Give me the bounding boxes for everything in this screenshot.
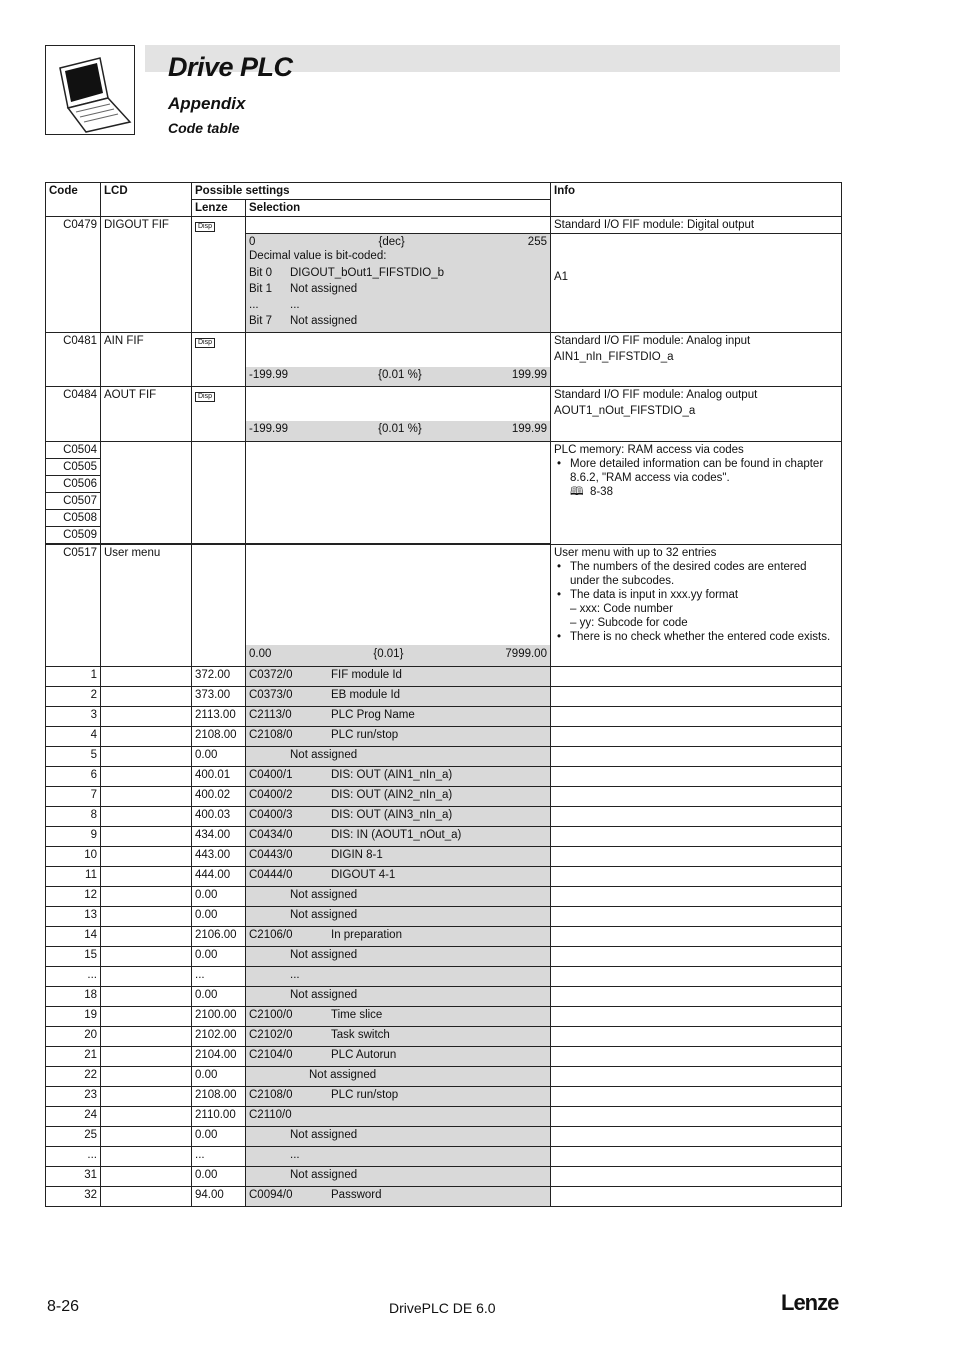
ref-code: C2108/0 — [249, 1089, 293, 1101]
code-cell: C0504 — [46, 442, 101, 459]
code-cell: C0479 — [46, 217, 101, 333]
bit-note: Decimal value is bit-coded: — [249, 250, 387, 262]
value-range — [246, 367, 550, 386]
lcd-cell: DIGOUT FIF — [101, 217, 192, 333]
lcd-cell — [101, 767, 192, 787]
info-cell — [551, 1087, 842, 1107]
lenze-cell: 0.00 — [192, 907, 246, 927]
subcode-cell: 23 — [46, 1087, 101, 1107]
ref-name: Not assigned — [290, 1169, 358, 1181]
lenze-cell: 2108.00 — [192, 1087, 246, 1107]
ref-name: PLC run/stop — [331, 729, 399, 741]
info-cell — [551, 867, 842, 887]
subcode-row — [46, 1067, 842, 1087]
subcode-row — [46, 987, 842, 1007]
selection-cell — [246, 887, 551, 907]
info-cell — [551, 1107, 842, 1127]
info-cell — [551, 907, 842, 927]
selection-cell — [246, 767, 551, 787]
table-row — [46, 387, 842, 442]
lcd-cell — [101, 1107, 192, 1127]
subcode-cell: 9 — [46, 827, 101, 847]
lcd-cell — [101, 987, 192, 1007]
selection-cell — [246, 807, 551, 827]
info-cell — [551, 827, 842, 847]
code-cell: C0507 — [46, 493, 101, 510]
range-min: -199.99 — [249, 423, 289, 435]
lenze-cell: 2108.00 — [192, 727, 246, 747]
selection-cell — [246, 1027, 551, 1047]
laptop-logo — [45, 45, 135, 135]
subcode-cell: 4 — [46, 727, 101, 747]
info-cell — [551, 687, 842, 707]
disp-badge: Disp — [195, 338, 215, 348]
ref-code: C0434/0 — [249, 829, 293, 841]
subcode-row — [46, 1087, 842, 1107]
lcd-cell — [101, 1047, 192, 1067]
lcd-cell — [101, 747, 192, 767]
info-cell — [551, 887, 842, 907]
document-id: DrivePLC DE 6.0 — [389, 1300, 496, 1316]
ref-code: C0094/0 — [249, 1189, 293, 1201]
info-cell: User menu with up to 32 entries • The numbers of the desired codes are entered under the subcodes. • The data is input in xxx.yy format – xxx: Code number – yy: Subcode for code • There is no check whether the entered code exists. — [551, 545, 842, 667]
bit-row: Bit 1 Not assigned — [249, 283, 358, 295]
ref-code: C2102/0 — [249, 1029, 293, 1041]
lcd-cell — [101, 1187, 192, 1207]
lcd-cell — [101, 947, 192, 967]
ref-name: ... — [290, 1149, 300, 1161]
ref-name: Not assigned — [290, 1129, 358, 1141]
lenze-cell: 0.00 — [192, 947, 246, 967]
info-cell — [551, 1067, 842, 1087]
ref-code: C0400/3 — [249, 809, 293, 821]
selection-cell — [246, 927, 551, 947]
selection-cell — [246, 907, 551, 927]
range-step: {0.01 %} — [378, 423, 422, 435]
table-row — [46, 545, 842, 667]
subcode-row — [46, 1047, 842, 1067]
section-title: Code table — [168, 120, 240, 136]
page-number: 8-26 — [47, 1298, 80, 1315]
range-step: {0.01 %} — [378, 369, 422, 381]
selection-cell — [246, 1087, 551, 1107]
lcd-cell — [101, 927, 192, 947]
subcode-cell: 25 — [46, 1127, 101, 1147]
lenze-cell: 2113.00 — [192, 707, 246, 727]
range-max: 199.99 — [511, 423, 547, 435]
info-cell — [551, 947, 842, 967]
ref-code: C0443/0 — [249, 849, 293, 861]
subcode-row — [46, 1007, 842, 1027]
ref-name: DIGOUT 4-1 — [331, 869, 396, 881]
lenze-cell: 0.00 — [192, 987, 246, 1007]
lenze-cell: 2102.00 — [192, 1027, 246, 1047]
lcd-cell — [101, 727, 192, 747]
lenze-cell: 0.00 — [192, 747, 246, 767]
laptop-icon — [46, 46, 134, 134]
book-icon: 🕮 — [570, 486, 584, 498]
selection-cell — [246, 667, 551, 687]
header-lcd: LCD — [101, 183, 192, 217]
range-step: {0.01} — [373, 648, 404, 660]
info-cell — [551, 1187, 842, 1207]
subcode-cell: 22 — [46, 1067, 101, 1087]
header-possible-settings: Possible settings — [192, 183, 551, 200]
ref-name: PLC Prog Name — [331, 709, 415, 721]
value-range — [246, 645, 550, 666]
lcd-cell — [101, 847, 192, 867]
subcode-row — [46, 847, 842, 867]
lenze-cell: 2100.00 — [192, 1007, 246, 1027]
ref-name: Not assigned — [290, 989, 358, 1001]
disp-badge: Disp — [195, 392, 215, 402]
range-max: 7999.00 — [505, 648, 547, 660]
info-cell — [551, 1027, 842, 1047]
range-min: -199.99 — [249, 369, 289, 381]
info-cell: Standard I/O FIF module: Analog input AIN1_nIn_FIFSTDIO_a — [551, 333, 842, 387]
ref-code: C2113/0 — [249, 709, 292, 721]
ref-name: Password — [331, 1189, 382, 1201]
range-step: {dec} — [378, 236, 405, 248]
subcode-cell: 5 — [46, 747, 101, 767]
lenze-cell: 2110.00 — [192, 1107, 246, 1127]
lenze-cell: ... — [192, 967, 246, 987]
ref-name: Time slice — [331, 1009, 383, 1021]
subcode-row — [46, 947, 842, 967]
lenze-cell: 373.00 — [192, 687, 246, 707]
lcd-cell — [101, 787, 192, 807]
selection-cell — [246, 1007, 551, 1027]
selection-cell — [246, 1147, 551, 1167]
info-cell — [551, 807, 842, 827]
ref-code: C0373/0 — [249, 689, 293, 701]
lcd-cell — [101, 442, 192, 544]
ref-name: FIF module Id — [331, 669, 402, 681]
selection-cell — [246, 545, 551, 667]
code-cell: C0484 — [46, 387, 101, 442]
ref-code: C2104/0 — [249, 1049, 293, 1061]
ref-code: C0372/0 — [249, 669, 293, 681]
subcode-cell: 32 — [46, 1187, 101, 1207]
bit-row: Bit 7 Not assigned — [249, 315, 358, 327]
ref-code: C0444/0 — [249, 869, 293, 881]
ref-name: Not assigned — [290, 749, 358, 761]
ref-code: C0400/1 — [249, 769, 293, 781]
lcd-cell — [101, 707, 192, 727]
selection-cell — [246, 1047, 551, 1067]
lenze-cell — [192, 387, 246, 442]
ref-code: C2106/0 — [249, 929, 293, 941]
lenze-cell: 2104.00 — [192, 1047, 246, 1067]
subcode-cell: ... — [46, 967, 101, 987]
value-range — [249, 235, 547, 249]
info-cell — [551, 1127, 842, 1147]
subcode-row — [46, 787, 842, 807]
subcode-row — [46, 727, 842, 747]
selection-cell — [246, 987, 551, 1007]
subcode-row — [46, 1107, 842, 1127]
subcode-row — [46, 667, 842, 687]
lcd-cell — [101, 1167, 192, 1187]
selection-cell — [246, 217, 551, 234]
subcode-row — [46, 1127, 842, 1147]
info-cell — [551, 767, 842, 787]
subcode-row — [46, 747, 842, 767]
subcode-cell: 31 — [46, 1167, 101, 1187]
subcode-cell: 11 — [46, 867, 101, 887]
header-row — [46, 183, 842, 200]
info-cell — [551, 927, 842, 947]
lenze-cell: 434.00 — [192, 827, 246, 847]
subcode-cell: 18 — [46, 987, 101, 1007]
lenze-cell — [192, 217, 246, 333]
subcode-cell: ... — [46, 1147, 101, 1167]
selection-cell — [246, 827, 551, 847]
info-cell — [551, 1147, 842, 1167]
selection-cell — [246, 333, 551, 387]
subcode-cell: 21 — [46, 1047, 101, 1067]
subcode-row — [46, 907, 842, 927]
lenze-cell: 94.00 — [192, 1187, 246, 1207]
selection-cell — [246, 967, 551, 987]
lenze-cell — [192, 545, 246, 667]
ref-name: EB module Id — [331, 689, 401, 701]
table-row — [46, 333, 842, 387]
selection-cell — [246, 867, 551, 887]
page-title: Drive PLC — [168, 52, 293, 82]
table-row — [46, 442, 842, 459]
lenze-cell — [192, 442, 246, 544]
ref-name: Not assigned — [290, 889, 358, 901]
code-table — [45, 182, 842, 1207]
page-subtitle: Appendix — [168, 94, 246, 113]
subcode-cell: 1 — [46, 667, 101, 687]
subcode-cell: 14 — [46, 927, 101, 947]
info-cell — [551, 1007, 842, 1027]
subcode-cell: 3 — [46, 707, 101, 727]
subcode-cell: 8 — [46, 807, 101, 827]
ref-name: DIS: OUT (AIN2_nIn_a) — [331, 789, 453, 801]
range-min: 0.00 — [249, 648, 272, 660]
code-cell: C0509 — [46, 527, 101, 544]
subcode-row — [46, 707, 842, 727]
ref-name: Not assigned — [290, 909, 358, 921]
subcode-cell: 12 — [46, 887, 101, 907]
bit-row: Bit 0 DIGOUT_bOut1_FIFSTDIO_b — [249, 267, 445, 279]
selection-cell — [246, 787, 551, 807]
lenze-cell: 0.00 — [192, 1167, 246, 1187]
lcd-cell: User menu — [101, 545, 192, 667]
subcode-cell: 20 — [46, 1027, 101, 1047]
ref-name: DIS: OUT (AIN1_nIn_a) — [331, 769, 453, 781]
ref-name: PLC run/stop — [331, 1089, 399, 1101]
ref-name: PLC Autorun — [331, 1049, 397, 1061]
bit-row: ... ... — [249, 299, 300, 311]
header-info: Info — [551, 183, 842, 217]
code-cell: C0508 — [46, 510, 101, 527]
subcode-cell: 15 — [46, 947, 101, 967]
lcd-cell — [101, 967, 192, 987]
lcd-cell — [101, 827, 192, 847]
header-selection: Selection — [246, 200, 551, 217]
subcode-row — [46, 1167, 842, 1187]
lcd-cell — [101, 867, 192, 887]
lcd-cell — [101, 1087, 192, 1107]
lenze-cell: 0.00 — [192, 887, 246, 907]
subcode-row — [46, 767, 842, 787]
lcd-cell: AOUT FIF — [101, 387, 192, 442]
info-cell — [551, 1047, 842, 1067]
info-cell: A1 — [551, 234, 842, 333]
subcode-row — [46, 1147, 842, 1167]
selection-cell — [246, 727, 551, 747]
info-cell: PLC memory: RAM access via codes • More detailed information can be found in chapter 8.6.2, "RAM access via codes". 🕮 8-38 — [551, 442, 842, 545]
subcode-row — [46, 827, 842, 847]
lenze-cell: 444.00 — [192, 867, 246, 887]
info-cell — [551, 1167, 842, 1187]
value-range — [246, 421, 550, 441]
subcode-row — [46, 807, 842, 827]
info-cell — [551, 787, 842, 807]
lenze-cell: 400.01 — [192, 767, 246, 787]
ref-name: Task switch — [331, 1029, 390, 1041]
ref-name: Not assigned — [290, 949, 358, 961]
range-max: 199.99 — [511, 369, 547, 381]
code-cell: C0517 — [46, 545, 101, 667]
info-cell: Standard I/O FIF module: Analog output AOUT1_nOut_FIFSTDIO_a — [551, 387, 842, 442]
header-code: Code — [46, 183, 101, 217]
selection-cell — [246, 1187, 551, 1207]
subcode-cell: 2 — [46, 687, 101, 707]
lcd-cell — [101, 907, 192, 927]
code-cell: C0481 — [46, 333, 101, 387]
info-cell — [551, 707, 842, 727]
selection-cell — [246, 1167, 551, 1187]
selection-cell — [246, 1067, 551, 1087]
subcode-row — [46, 967, 842, 987]
lcd-cell — [101, 887, 192, 907]
lcd-cell — [101, 1027, 192, 1047]
selection-cell — [246, 1127, 551, 1147]
range-min: 0 — [249, 236, 256, 248]
brand-logo: Lenze — [781, 1290, 839, 1315]
ref-code: C2100/0 — [249, 1009, 293, 1021]
lcd-cell — [101, 1067, 192, 1087]
lcd-cell: AIN FIF — [101, 333, 192, 387]
selection-cell — [246, 847, 551, 867]
ref-name: DIS: IN (AOUT1_nOut_a) — [331, 829, 462, 841]
selection-cell — [246, 1107, 551, 1127]
ref-code: C2108/0 — [249, 729, 293, 741]
subcode-row — [46, 1187, 842, 1207]
lcd-cell — [101, 1127, 192, 1147]
subcode-row — [46, 867, 842, 887]
lenze-cell: 400.02 — [192, 787, 246, 807]
ref-name: ... — [290, 969, 300, 981]
selection-cell — [246, 442, 551, 544]
lenze-cell: 443.00 — [192, 847, 246, 867]
lcd-cell — [101, 807, 192, 827]
ref-name: DIS: OUT (AIN3_nIn_a) — [331, 809, 453, 821]
info-cell — [551, 847, 842, 867]
ref-name: DIGIN 8-1 — [331, 849, 383, 861]
subcode-cell: 19 — [46, 1007, 101, 1027]
subcode-row — [46, 927, 842, 947]
range-max: 255 — [527, 236, 547, 248]
selection-cell — [246, 747, 551, 767]
subcode-row — [46, 887, 842, 907]
info-cell: Standard I/O FIF module: Digital output — [551, 217, 842, 234]
lcd-cell — [101, 1147, 192, 1167]
subcode-cell: 13 — [46, 907, 101, 927]
lenze-cell: 400.03 — [192, 807, 246, 827]
subcode-row — [46, 1027, 842, 1047]
ref-code: C0400/2 — [249, 789, 293, 801]
selection-cell — [246, 387, 551, 442]
selection-cell — [246, 687, 551, 707]
subcode-cell: 7 — [46, 787, 101, 807]
lenze-cell: 2106.00 — [192, 927, 246, 947]
selection-cell — [246, 707, 551, 727]
header-lenze: Lenze — [192, 200, 246, 217]
info-cell — [551, 667, 842, 687]
subcode-row — [46, 687, 842, 707]
table-row — [46, 217, 842, 234]
lcd-cell — [101, 1007, 192, 1027]
info-cell — [551, 967, 842, 987]
ref-code: C2110/0 — [249, 1109, 292, 1121]
lcd-cell — [101, 667, 192, 687]
lenze-cell: 0.00 — [192, 1127, 246, 1147]
selection-cell — [246, 234, 551, 333]
selection-cell — [246, 947, 551, 967]
lenze-cell — [192, 333, 246, 387]
disp-badge: Disp — [195, 222, 215, 232]
subcode-cell: 10 — [46, 847, 101, 867]
info-cell — [551, 747, 842, 767]
ref-name: In preparation — [331, 929, 402, 941]
info-cell — [551, 987, 842, 1007]
subcode-cell: 24 — [46, 1107, 101, 1127]
ref-name: Not assigned — [309, 1069, 377, 1081]
lcd-cell — [101, 687, 192, 707]
code-cell: C0506 — [46, 476, 101, 493]
lenze-cell: 0.00 — [192, 1067, 246, 1087]
subcode-cell: 6 — [46, 767, 101, 787]
info-cell — [551, 727, 842, 747]
code-cell: C0505 — [46, 459, 101, 476]
lenze-cell: ... — [192, 1147, 246, 1167]
lenze-cell: 372.00 — [192, 667, 246, 687]
